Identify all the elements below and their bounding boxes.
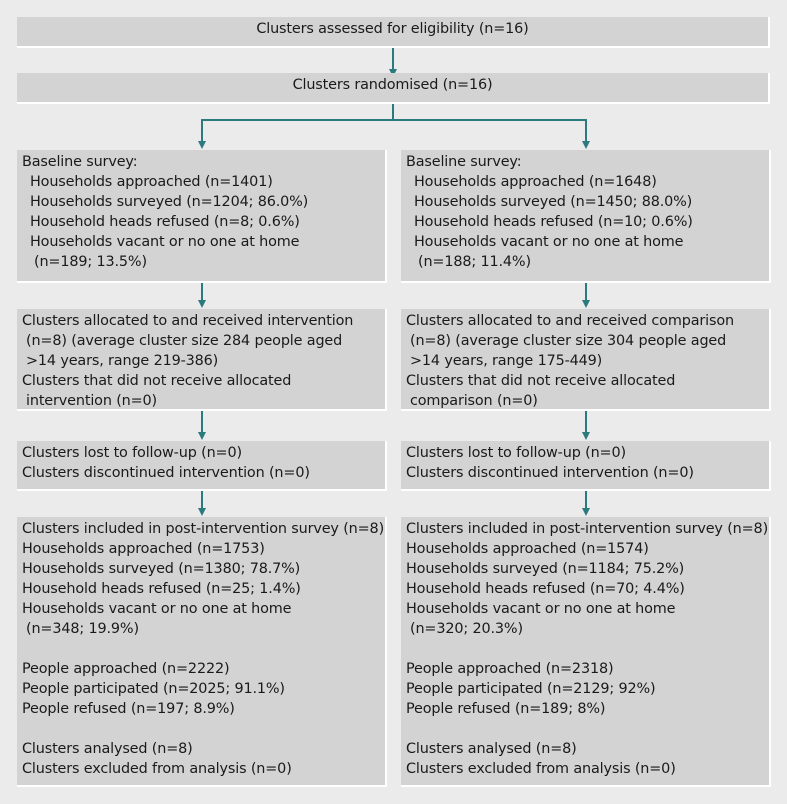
right-followup-lost: Clusters lost to follow-up (n=0) [406, 445, 626, 461]
right-followup-discontinued: Clusters discontinued intervention (n=0) [406, 465, 694, 481]
right-baseline-refused: Household heads refused (n=10; 0.6%) [414, 214, 693, 230]
left-post-excluded: Clusters excluded from analysis (n=0) [22, 761, 292, 777]
right-post-vacant-n: (n=320; 20.3%) [410, 621, 523, 637]
spacer [406, 719, 765, 739]
right-allocation-line3: >14 years, range 175-449) [410, 353, 603, 369]
randomised-box [17, 73, 770, 104]
left-post-approached: Households approached (n=1753) [22, 541, 265, 557]
left-allocation-line2: (n=8) (average cluster size 284 people aged [26, 333, 343, 349]
right-baseline-surveyed: Households surveyed (n=1450; 88.0%) [414, 194, 693, 210]
left-post-included: Clusters included in post-intervention survey (n=8) [22, 521, 385, 537]
right-post-excluded: Clusters excluded from analysis (n=0) [406, 761, 676, 777]
right-baseline-vacant: Households vacant or no one at home [414, 234, 684, 250]
right-post-analysed: Clusters analysed (n=8) [406, 741, 577, 757]
arrow-randomised-split [202, 104, 586, 120]
assessed-text: Clusters assessed for eligibility (n=16) [256, 21, 529, 37]
right-allocation-line4: Clusters that did not receive allocated [406, 373, 676, 389]
left-post-people-participated: People participated (n=2025; 91.1%) [22, 681, 285, 697]
right-allocation-line1: Clusters allocated to and received comparison [406, 313, 734, 329]
right-post-people-participated: People participated (n=2129; 92%) [406, 681, 656, 697]
right-post-refused: Household heads refused (n=70; 4.4%) [406, 581, 685, 597]
left-baseline-vacant-n: (n=189; 13.5%) [34, 254, 147, 270]
left-post-refused: Household heads refused (n=25; 1.4%) [22, 581, 301, 597]
right-baseline-vacant-n: (n=188; 11.4%) [418, 254, 531, 270]
left-post-vacant: Households vacant or no one at home [22, 601, 292, 617]
left-allocation-line1: Clusters allocated to and received intervention [22, 313, 354, 329]
left-post-analysed: Clusters analysed (n=8) [22, 741, 193, 757]
left-post-people-refused: People refused (n=197; 8.9%) [22, 701, 235, 717]
left-allocation-line4: Clusters that did not receive allocated [22, 373, 292, 389]
left-post-people-approached: People approached (n=2222) [22, 661, 230, 677]
right-post-vacant: Households vacant or no one at home [406, 601, 676, 617]
spacer [22, 639, 381, 659]
left-baseline-title: Baseline survey: [22, 154, 138, 170]
right-post-people-approached: People approached (n=2318) [406, 661, 614, 677]
left-followup-box [17, 441, 387, 491]
spacer [22, 719, 381, 739]
right-post-surveyed: Households surveyed (n=1184; 75.2%) [406, 561, 685, 577]
left-post-surveyed: Households surveyed (n=1380; 78.7%) [22, 561, 301, 577]
right-post-approached: Households approached (n=1574) [406, 541, 649, 557]
right-allocation-box [401, 309, 771, 411]
left-followup-discontinued: Clusters discontinued intervention (n=0) [22, 465, 310, 481]
right-baseline-box [401, 150, 771, 283]
left-baseline-surveyed: Households surveyed (n=1204; 86.0%) [30, 194, 309, 210]
left-allocation-box [17, 309, 387, 411]
left-baseline-refused: Household heads refused (n=8; 0.6%) [30, 214, 300, 230]
randomised-text: Clusters randomised (n=16) [292, 77, 493, 93]
right-allocation-line2: (n=8) (average cluster size 304 people aged [410, 333, 727, 349]
right-baseline-approached: Households approached (n=1648) [414, 174, 657, 190]
left-baseline-approached: Households approached (n=1401) [30, 174, 273, 190]
left-post-box [17, 517, 387, 787]
spacer [406, 639, 765, 659]
left-allocation-line5: intervention (n=0) [26, 393, 158, 409]
right-post-box [401, 517, 771, 787]
right-allocation-line5: comparison (n=0) [410, 393, 538, 409]
left-followup-lost: Clusters lost to follow-up (n=0) [22, 445, 242, 461]
right-post-included: Clusters included in post-intervention survey (n=8) [406, 521, 769, 537]
left-post-vacant-n: (n=348; 19.9%) [26, 621, 139, 637]
left-allocation-line3: >14 years, range 219-386) [26, 353, 219, 369]
right-baseline-title: Baseline survey: [406, 154, 522, 170]
right-followup-box [401, 441, 771, 491]
assessed-box [17, 17, 770, 48]
left-baseline-box [17, 150, 387, 283]
left-baseline-vacant: Households vacant or no one at home [30, 234, 300, 250]
right-post-people-refused: People refused (n=189; 8%) [406, 701, 606, 717]
